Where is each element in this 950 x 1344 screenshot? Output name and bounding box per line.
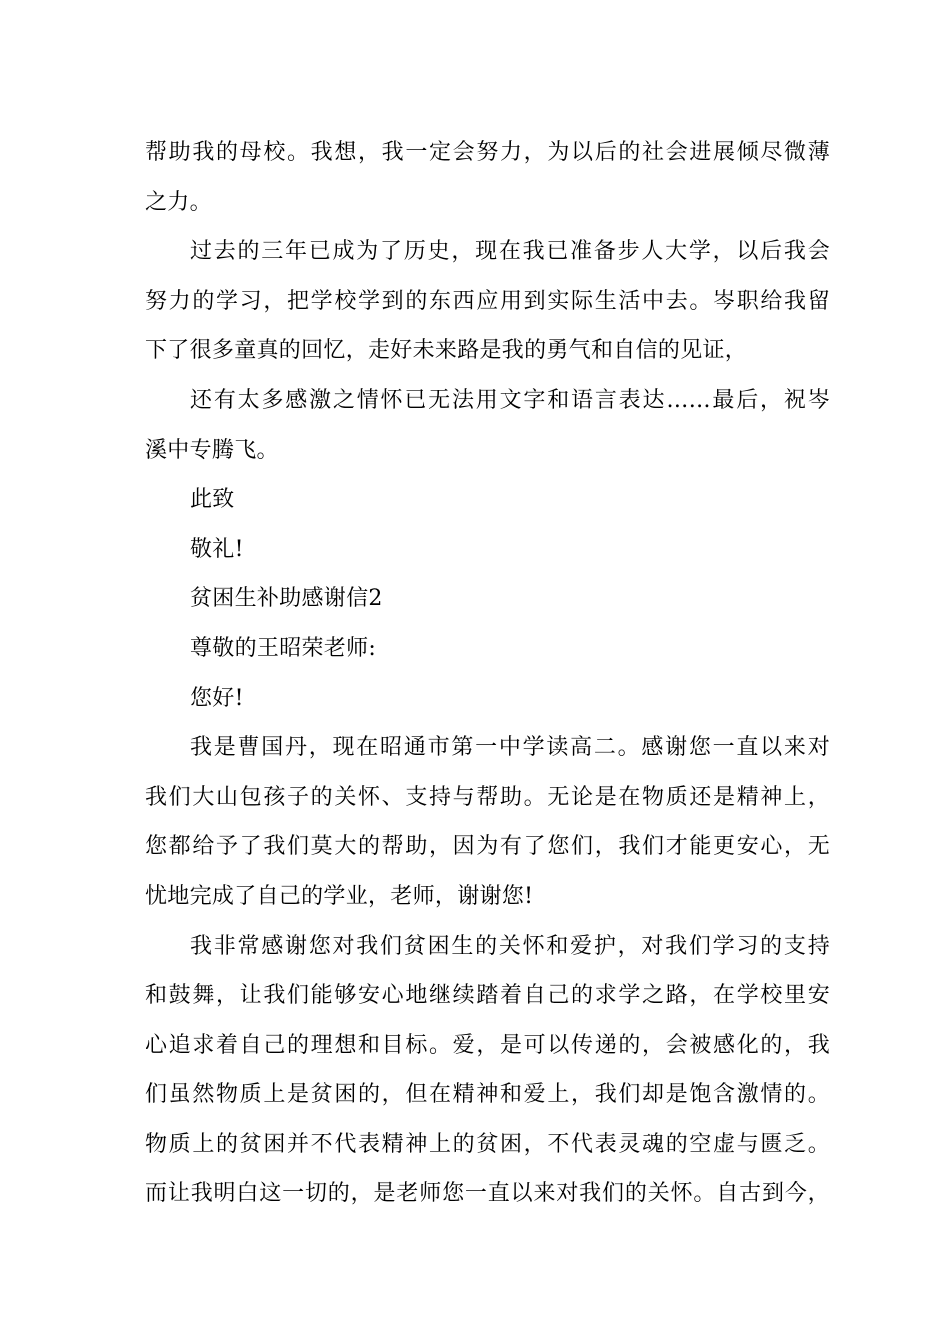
salutation-closing: 此致 <box>190 487 235 513</box>
letter-greeting: 您好! <box>190 685 244 711</box>
letter-addressee: 尊敬的王昭荣老师: <box>190 635 377 661</box>
salutation-regards: 敬礼! <box>190 536 244 562</box>
paragraph-start-line: 我是曹国丹，现在昭通市第一中学读高二。感谢您一直以来对 <box>190 735 830 761</box>
text-line: 之力。 <box>145 189 212 215</box>
text-line: 下了很多童真的回忆，走好未来路是我的勇气和自信的见证， <box>145 338 748 364</box>
text-line: 您都给予了我们莫大的帮助，因为有了您们，我们才能更安心，无 <box>145 834 830 860</box>
text-line: 努力的学习，把学校学到的东西应用到实际生活中去。岑职给我留 <box>145 288 830 314</box>
text-line: 心追求着自己的理想和目标。爱，是可以传递的，会被感化的，我 <box>145 1032 830 1058</box>
paragraph-start-line: 过去的三年已成为了历史，现在我已准备步人大学，以后我会 <box>190 239 830 265</box>
text-line: 和鼓舞，让我们能够安心地继续踏着自己的求学之路，在学校里安 <box>145 983 830 1009</box>
text-line: 溪中专腾飞。 <box>145 437 279 463</box>
letter-title: 贫困生补助感谢信2 <box>190 586 383 612</box>
text-line: 们虽然物质上是贫困的，但在精神和爱上，我们却是饱含激情的。 <box>145 1082 830 1108</box>
text-line: 我们大山包孩子的关怀、支持与帮助。无论是在物质还是精神上， <box>145 784 830 810</box>
text-line: 物质上的贫困并不代表精神上的贫困，不代表灵魂的空虚与匮乏。 <box>145 1131 830 1157</box>
document-body <box>145 128 830 1219</box>
text-line: 忧地完成了自己的学业，老师，谢谢您! <box>145 883 534 909</box>
paragraph-start-line: 我非常感谢您对我们贫困生的关怀和爱护，对我们学习的支持 <box>190 933 830 959</box>
text-line: 而让我明白这一切的，是老师您一直以来对我们的关怀。自古到今， <box>145 1181 830 1207</box>
text-line: 帮助我的母校。我想，我一定会努力，为以后的社会进展倾尽微薄 <box>145 140 830 165</box>
paragraph-start-line: 还有太多感激之情怀已无法用文字和语言表达……最后，祝岑 <box>190 387 830 413</box>
